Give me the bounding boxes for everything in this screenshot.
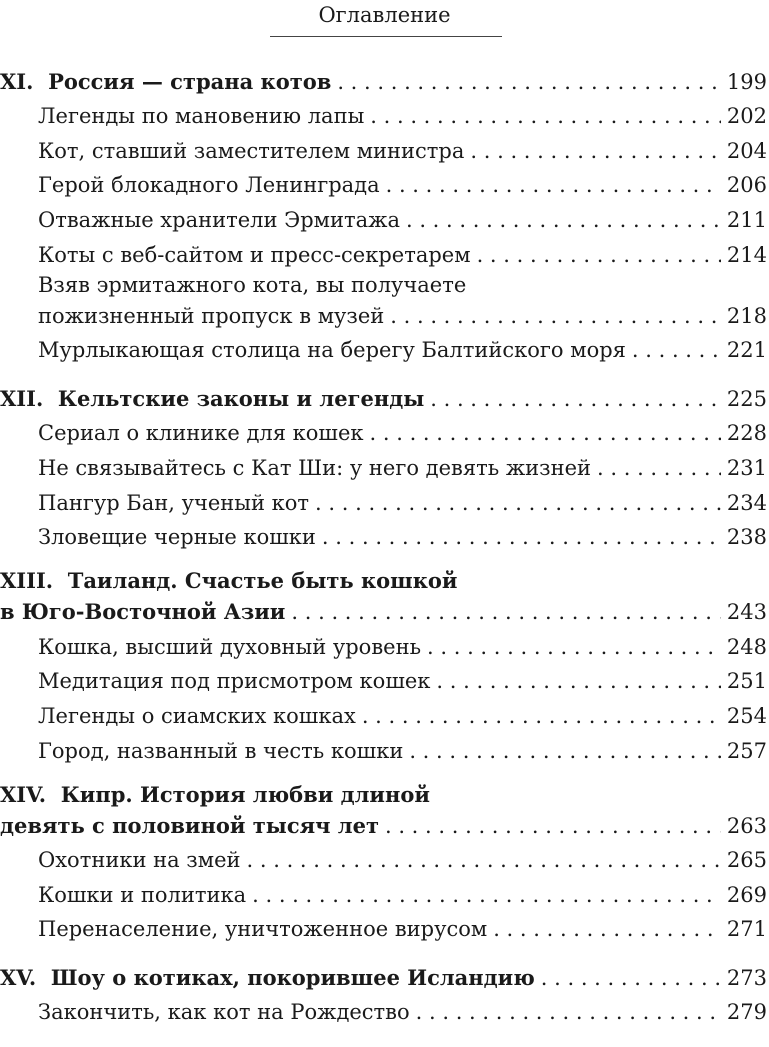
section-entry[interactable] [0,625,769,660]
page-number: 221 [726,338,767,363]
section-title: Герой блокадного Ленинграда [38,173,380,198]
section-title: Легенды о сиамских кошках [38,703,356,728]
dot-leader [370,420,721,446]
section-title: Зловещие черные кошки [38,525,316,550]
section-entry[interactable] [0,446,769,481]
dot-leader [247,847,721,873]
page-number: 231 [726,455,767,480]
dot-leader [597,455,721,481]
chapter-title-line1[interactable]: XIV. Кипр. История любви длиной [0,781,430,807]
section-entry[interactable] [0,839,769,874]
chapter-entry[interactable] [0,956,769,991]
dot-leader [416,999,721,1025]
header-rule [270,36,502,37]
chapter-title: XII. Кельтские законы и легенды [0,385,425,411]
section-entry[interactable] [0,729,769,764]
section-entry[interactable] [0,516,769,551]
dot-leader [632,337,721,363]
dot-leader [337,69,721,95]
dot-leader [315,490,721,516]
page-number: 202 [726,104,767,129]
section-title: Город, названный в честь кошки [38,738,404,763]
section-entry[interactable] [0,481,769,516]
page-number: 243 [726,600,767,625]
dot-leader [370,103,721,129]
section-entry[interactable] [0,129,769,164]
chapter-entry[interactable] [0,594,769,625]
page-number: 251 [726,669,767,694]
section-title: Перенаселение, уничтоженное вирусом [38,917,488,942]
chapter-title: XV. Шоу о котиках, покорившее Исландию [0,964,535,990]
chapter-title: девять с половиной тысяч лет [0,812,379,838]
section-entry[interactable] [0,412,769,447]
dot-leader [470,138,721,164]
page-number: 218 [726,303,767,328]
page-number: 228 [726,421,767,446]
section-title: Сериал о клинике для кошек [38,421,364,446]
section-title: Охотники на змей [38,848,241,873]
dot-leader [409,738,721,764]
page-number: 238 [726,525,767,550]
chapter-entry[interactable] [0,808,769,839]
section-entry[interactable] [0,694,769,729]
section-title: Мурлыкающая столица на берегу Балтийского моря [38,338,626,363]
page-number: 271 [726,917,767,942]
page-number: 206 [726,173,767,198]
page-number: 273 [726,965,767,990]
section-title: Легенды по мановению лапы [38,104,365,129]
dot-leader [493,916,721,942]
dot-leader [427,634,721,660]
page-header: Оглавление [318,3,451,27]
section-title: Медитация под присмотром кошек [38,669,431,694]
section-title-line1[interactable]: Взяв эрмитажного кота, вы получаете [38,272,467,297]
page-number: 279 [726,1000,767,1025]
section-entry[interactable] [0,908,769,943]
chapter-entry[interactable] [0,377,769,412]
dot-leader [541,965,721,991]
page-number: 204 [726,138,767,163]
page-number: 257 [726,738,767,763]
section-title: Кошка, высший духовный уровень [38,634,422,659]
section-title: пожизненный пропуск в музей [38,303,385,328]
page-number: 234 [726,490,767,515]
section-entry[interactable] [0,991,769,1026]
chapter-title-line1[interactable]: XIII. Таиланд. Счастье быть кошкой [0,568,458,594]
dot-leader [362,703,721,729]
section-entry[interactable] [0,164,769,199]
section-title: Кошки и политика [38,882,247,907]
page-number: 248 [726,634,767,659]
section-title: Закончить, как кот на Рождество [38,1000,410,1025]
section-entry[interactable] [0,873,769,908]
dot-leader [322,524,721,550]
page-number: 263 [726,813,767,838]
dot-leader [436,668,721,694]
page-number: 199 [726,69,767,94]
section-entry[interactable] [0,660,769,695]
page-number: 225 [726,386,767,411]
page-number: 254 [726,703,767,728]
table-of-contents [0,60,769,1025]
section-title: Не связывайтесь с Кат Ши: у него девять жизней [38,455,592,480]
page-number: 265 [726,848,767,873]
section-title: Кот, ставший заместителем министра [38,138,465,163]
page-number: 211 [726,207,767,232]
dot-leader [386,172,721,198]
section-entry[interactable] [0,329,769,364]
chapter-title: в Юго-Восточной Азии [0,599,286,625]
dot-leader [430,386,721,412]
section-entry[interactable] [0,298,769,329]
dot-leader [252,882,721,908]
chapter-entry[interactable] [0,60,769,95]
section-title: Отважные хранители Эрмитажа [38,207,400,232]
section-title: Пангур Бан, ученый кот [38,490,310,515]
page-number: 269 [726,882,767,907]
dot-leader [406,207,721,233]
section-title: Коты с веб-сайтом и пресс-секретарем [38,242,471,267]
dot-leader [291,599,721,625]
section-entry[interactable] [0,95,769,130]
dot-leader [385,813,721,839]
page-number: 214 [726,242,767,267]
section-entry[interactable] [0,233,769,268]
dot-leader [390,303,721,329]
chapter-title: XI. Россия — страна котов [0,68,332,94]
dot-leader [477,242,721,268]
section-entry[interactable] [0,198,769,233]
